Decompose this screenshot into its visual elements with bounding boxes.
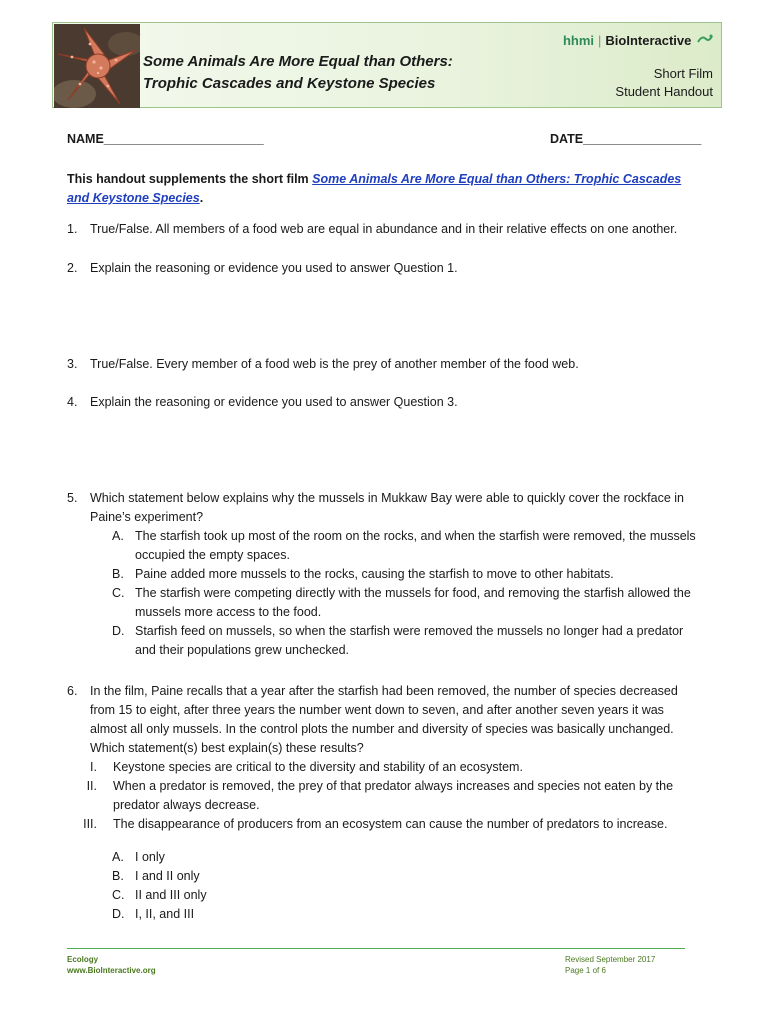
- intro-paragraph: [67, 170, 697, 208]
- question-text: Explain the reasoning or evidence you used to answer Question 3.: [90, 395, 458, 409]
- option-letter: D.: [112, 624, 125, 638]
- footer-left: [67, 954, 156, 976]
- statement-text: Keystone species are critical to the diversity and stability of an ecosystem.: [113, 760, 523, 774]
- statement-ii: [67, 777, 702, 815]
- option-letter: C.: [112, 888, 125, 902]
- option-d[interactable]: [112, 905, 702, 924]
- question-1: [67, 220, 702, 239]
- footer-page-number: Page 1 of 6: [565, 966, 606, 975]
- statement-text: The disappearance of producers from an ecosystem can cause the number of predators to increase.: [113, 817, 668, 831]
- banner-subtitle: [615, 65, 713, 101]
- brand-separator: |: [598, 33, 602, 48]
- question-number: 6.: [67, 684, 78, 698]
- option-text: Paine added more mussels to the rocks, causing the starfish to move to other habitats.: [135, 567, 614, 581]
- banner-title: [143, 51, 473, 95]
- statement-numeral: III.: [83, 817, 97, 831]
- option-text: The starfish took up most of the room on the rocks, and when the starfish were removed, the mussels occupied the empty spaces.: [135, 529, 696, 562]
- question-number: 4.: [67, 395, 78, 409]
- question-text: In the film, Paine recalls that a year after the starfish had been removed, the number of species decreased from 15 to eight, after three years the number went down to seven, and after another seven years it was almost all only mussels. In the control plots the number and diversity of species was basically unchanged. Which statement(s) best explain(s) these results?: [90, 684, 678, 755]
- footer-topic: Ecology: [67, 955, 99, 964]
- header-banner: [52, 22, 722, 108]
- option-a[interactable]: [112, 848, 702, 867]
- option-letter: B.: [112, 567, 124, 581]
- intro-prefix: This handout supplements the short film: [67, 172, 313, 186]
- option-letter: B.: [112, 869, 124, 883]
- option-c[interactable]: [112, 886, 702, 905]
- question-number: 3.: [67, 357, 78, 371]
- film-link[interactable]: Some Animals Are More Equal than Others: Trophic Cascades and Keystone Species: [67, 172, 682, 205]
- footer-divider: [67, 948, 685, 949]
- statement-iii: [67, 815, 702, 834]
- question-number: 5.: [67, 491, 78, 505]
- option-letter: C.: [112, 586, 125, 600]
- statement-numeral: II.: [86, 779, 97, 793]
- question-3: [67, 355, 702, 374]
- question-text: Explain the reasoning or evidence you used to answer Question 1.: [90, 261, 458, 275]
- subtitle-short-film: Short Film: [653, 66, 713, 81]
- banner-title-line-1: Some Animals Are More Equal than Others:: [143, 53, 453, 70]
- starfish-icon: [54, 24, 140, 108]
- statement-i: [67, 758, 702, 777]
- option-letter: D.: [112, 907, 125, 921]
- question-2: [67, 259, 702, 278]
- footer-revised-date: Revised September 2017: [565, 955, 656, 964]
- option-letter: A.: [112, 529, 124, 543]
- question-text: True/False. All members of a food web are equal in abundance and in their relative effects on one another.: [90, 222, 678, 236]
- option-b[interactable]: [112, 867, 702, 886]
- statement-text: When a predator is removed, the prey of that predator always increases and species not eaten by the predator always decrease.: [113, 779, 674, 812]
- subtitle-student-handout: Student Handout: [615, 84, 713, 99]
- question-6: [67, 682, 702, 924]
- option-d[interactable]: [112, 622, 702, 660]
- option-b[interactable]: [112, 565, 702, 584]
- banner-title-line-2: Trophic Cascades and Keystone Species: [143, 75, 436, 92]
- option-text: I only: [135, 850, 165, 864]
- question-number: 2.: [67, 261, 78, 275]
- question-5: [67, 489, 702, 660]
- question-4: [67, 393, 702, 412]
- option-text: II and III only: [135, 888, 207, 902]
- brand-name: BioInteractive: [605, 33, 692, 48]
- footer-website-link[interactable]: www.BioInteractive.org: [67, 966, 156, 975]
- brand-hhmi: hhmi: [562, 33, 594, 48]
- option-text: The starfish were competing directly with the mussels for food, and removing the starfish allowed the mussels more access to the food.: [135, 586, 691, 619]
- brand-logo: [563, 33, 713, 48]
- lizard-icon: [697, 33, 713, 48]
- question-text: Which statement below explains why the mussels in Mukkaw Bay were able to quickly cover the rockface in Paine’s experiment?: [90, 491, 685, 524]
- question-text: True/False. Every member of a food web is the prey of another member of the food web.: [90, 357, 579, 371]
- name-field[interactable]: NAME_______________________: [67, 132, 264, 146]
- question-number: 1.: [67, 222, 78, 236]
- statement-numeral: I.: [90, 760, 97, 774]
- option-text: Starfish feed on mussels, so when the starfish were removed the mussels no longer had a predator and their populations grew unchecked.: [135, 624, 684, 657]
- intro-suffix: .: [199, 191, 204, 205]
- option-text: I, II, and III: [135, 907, 195, 921]
- date-field[interactable]: DATE_________________: [550, 132, 702, 146]
- option-text: I and II only: [135, 869, 200, 883]
- starfish-photo: [54, 24, 140, 108]
- option-c[interactable]: [112, 584, 702, 622]
- footer-right: [565, 954, 655, 976]
- option-a[interactable]: [112, 527, 702, 565]
- option-letter: A.: [112, 850, 124, 864]
